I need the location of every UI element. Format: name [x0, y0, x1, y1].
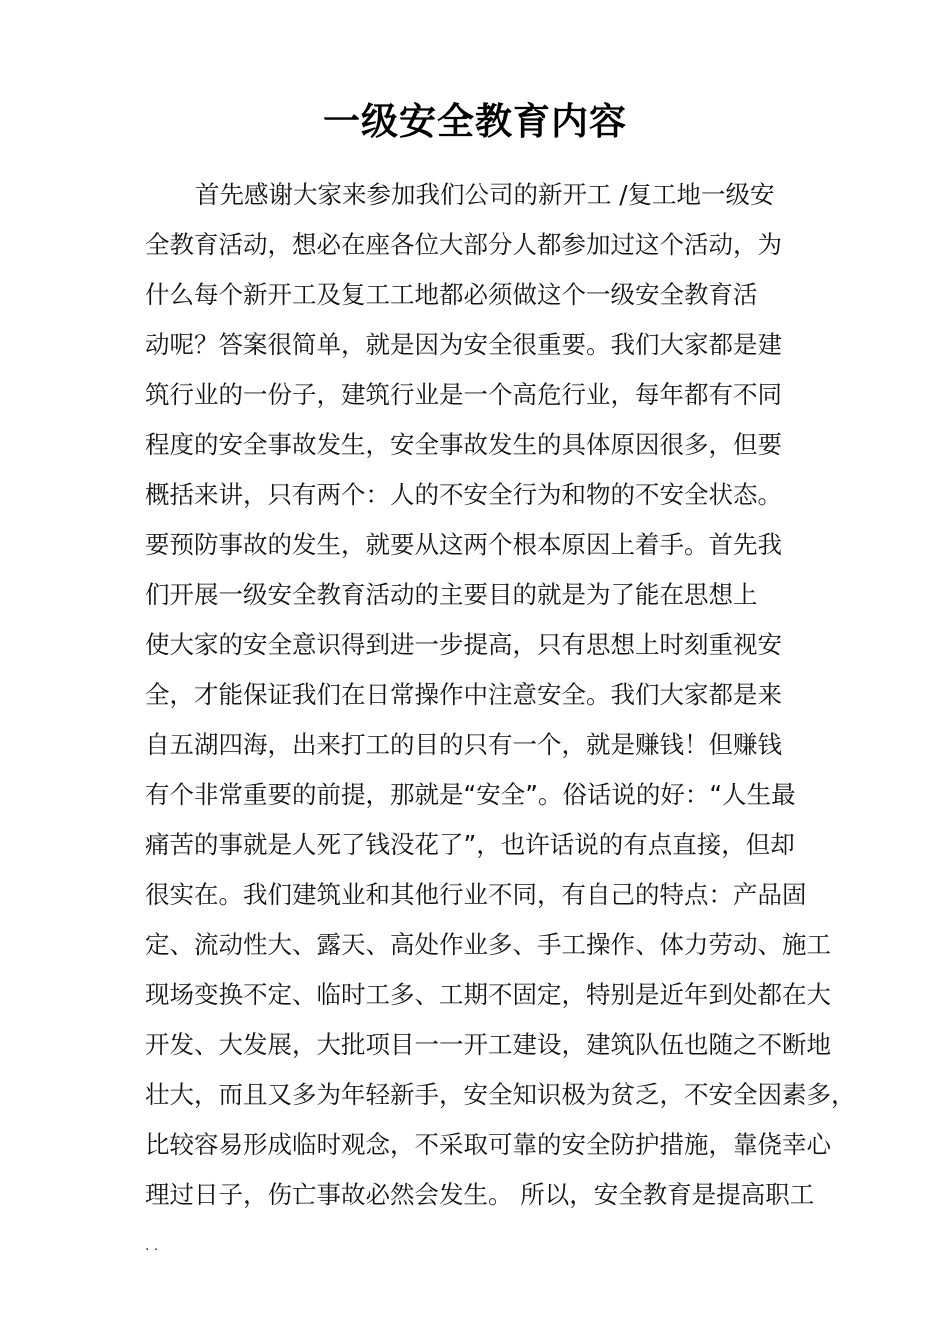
paragraph-line: 概括来讲，只有两个：人的不安全行为和物的不安全状态。: [145, 480, 782, 509]
paragraph-line: 筑行业的一份子，建筑行业是一个高危行业，每年都有不同: [145, 380, 782, 409]
footer-mark: . .: [145, 1238, 159, 1254]
paragraph-line: 全教育活动，想必在座各位大部分人都参加过这个活动，为: [145, 230, 782, 259]
paragraph-line: 自五湖四海，出来打工的目的只有一个，就是赚钱！但赚钱: [145, 730, 782, 759]
paragraph-line: 使大家的安全意识得到进一步提高，只有思想上时刻重视安: [145, 630, 782, 659]
paragraph-line: 要预防事故的发生，就要从这两个根本原因上着手。首先我: [145, 530, 782, 559]
paragraph-line: 全，才能保证我们在日常操作中注意安全。我们大家都是来: [145, 680, 782, 709]
paragraph-line: 定、流动性大、露天、高处作业多、手工操作、体力劳动、施工: [145, 930, 831, 959]
paragraph-line: 什么每个新开工及复工工地都必须做这个一级安全教育活: [145, 280, 758, 309]
paragraph-line: 很实在。我们建筑业和其他行业不同，有自己的特点：产品固: [145, 880, 807, 909]
paragraph-line: 首先感谢大家来参加我们公司的新开工 /复工地一级安: [195, 180, 775, 209]
paragraph-line: 痛苦的事就是人死了钱没花了”，也许话说的有点直接，但却: [145, 830, 795, 859]
paragraph-line: 有个非常重要的前提，那就是“安全”。俗话说的好：“人生最: [145, 780, 796, 809]
paragraph-line: 比较容易形成临时观念，不采取可靠的安全防护措施，靠侥幸心: [145, 1130, 831, 1159]
paragraph-line: 壮大，而且又多为年轻新手，安全知识极为贫乏，不安全因素多，: [145, 1080, 856, 1109]
paragraph-line: 程度的安全事故发生，安全事故发生的具体原因很多，但要: [145, 430, 782, 459]
paragraph-line: 现场变换不定、临时工多、工期不固定，特别是近年到处都在大: [145, 980, 831, 1009]
paragraph-line: 们开展一级安全教育活动的主要目的就是为了能在思想上: [145, 580, 758, 609]
paragraph-line: 理过日子，伤亡事故必然会发生。 所以，安全教育是提高职工: [145, 1180, 815, 1209]
paragraph-line: 动呢？答案很简单，就是因为安全很重要。我们大家都是建: [145, 330, 782, 359]
document-title: 一级安全教育内容: [323, 100, 627, 143]
paragraph-line: 开发、大发展，大批项目一一开工建设，建筑队伍也随之不断地: [145, 1030, 831, 1059]
document-body: [145, 170, 856, 1220]
